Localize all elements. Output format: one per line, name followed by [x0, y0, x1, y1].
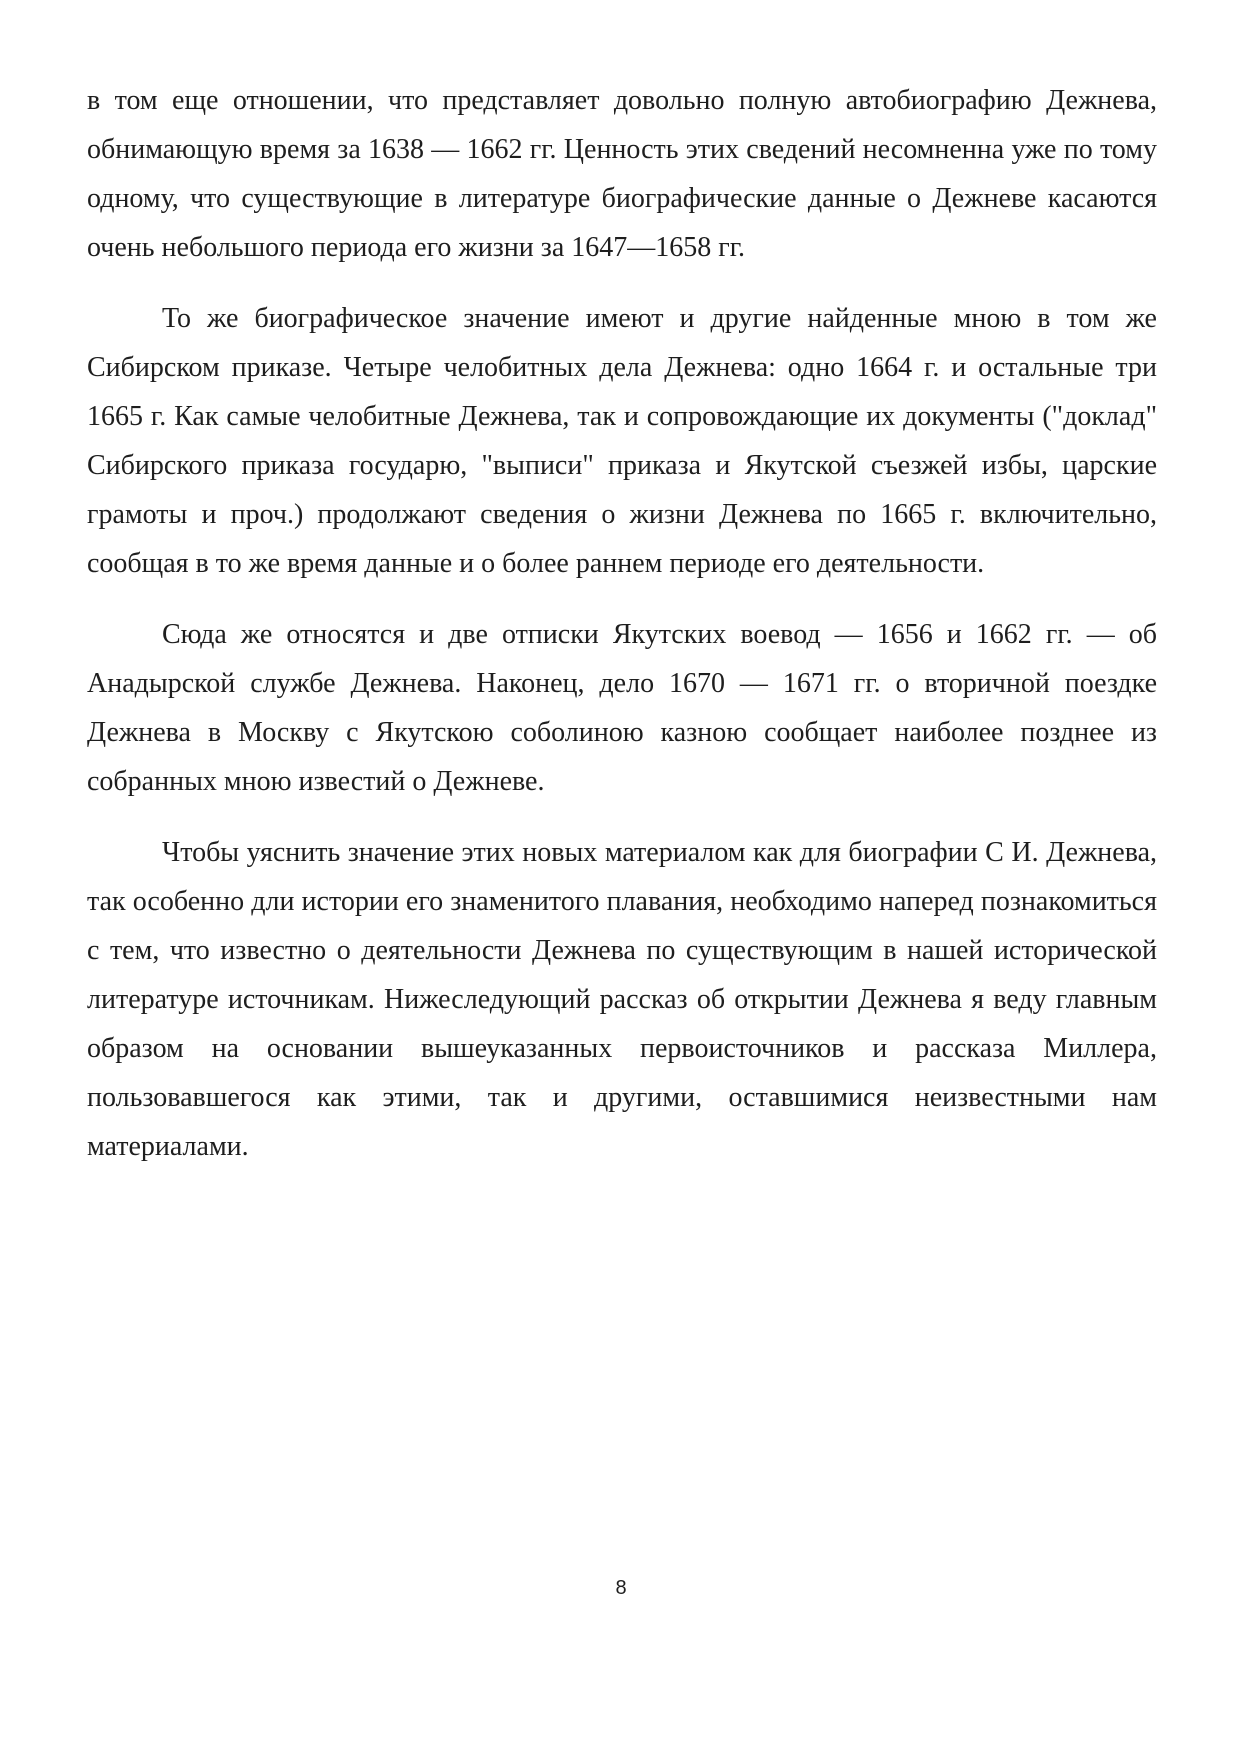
body-text — [87, 76, 1157, 1193]
paragraph-1: в том еще отношении, что представляет довольно полную автобиографию Дежнева, обнимающую время за 1638 — 1662 гг. Ценность этих сведений несомненна уже по тому одному, что существующие в литературе биографические данные о Дежневе касаются очень небольшого периода его жизни за 1647—1658 гг. — [87, 85, 1157, 263]
paragraph-2: То же биографическое значение имеют и другие найденные мною в том же Сибирском приказе. Четыре челобитных дела Дежнева: одно 1664 г. и остальные три 1665 г. Как самые челобитные Дежнева, так и сопровождающие их документы ("доклад" Сибирского приказа государю, "выписи" приказа и Якутской съезжей избы, царские грамоты и проч.) продолжают сведения о жизни Дежнева по 1665 г. включительно, сообщая в то же время данные и о более раннем периоде его деятельности. — [87, 303, 1157, 579]
paragraph-3: Сюда же относятся и две отписки Якутских воевод — 1656 и 1662 гг. — об Анадырской службе Дежнева. Наконец, дело 1670 — 1671 гг. о вторичной поездке Дежнева в Москву с Якутскою соболиною казною сообщает наиболее позднее из собранных мною известий о Дежневе. — [87, 619, 1157, 797]
page-number: 8 — [615, 1577, 627, 1599]
paragraph-4: Чтобы уяснить значение этих новых материалом как для биографии С И. Дежнева, так особенно дли истории его знаменитого плавания, необходимо наперед познакомиться с тем, что известно о деятельности Дежнева по существующим в нашей исторической литературе источникам. Нижеследующий рассказ об открытии Дежнева я веду главным образом на основании вышеуказанных первоисточников и рассказа Миллера, пользовавшегося как этими, так и другими, оставшимися неизвестными нам материалами. — [87, 837, 1157, 1162]
